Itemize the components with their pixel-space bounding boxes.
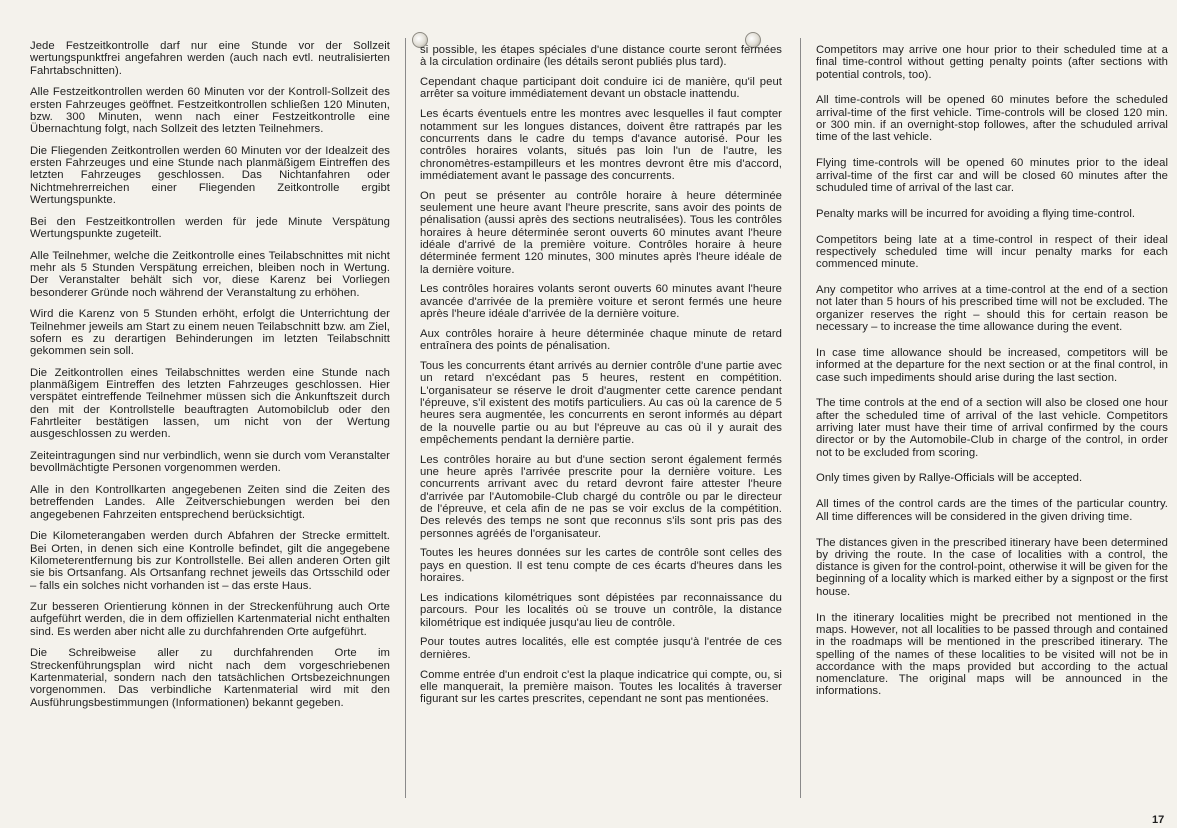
french-paragraph: Tous les concurrents étant arrivés au dernier contrôle d'une partie avec un retard n'excédant pas 5 heures, restent en compétition. L'organisateur se réserve le droit d'augmenter cette carence pendant l'épreuve, s'il existent des motifs particuliers. Au cas où la carence de 5 heures sera augmentée, les concurrents en seront informés au départ de la nouvelle partie ou au but l'épreuve au cas où il y aurait des empêchements pendant la dernière partie.: [420, 360, 782, 446]
english-paragraph: All time-controls will be opened 60 minutes before the scheduled arrival-time of the first vehicle. Time-controls will be closed 120 min. or 300 min. if an overnight-stop followes, after the schuduled arrival time of the last vehicle.: [816, 94, 1168, 144]
german-paragraph: Zeiteintragungen sind nur verbindlich, wenn sie durch vom Veranstalter bevollmächtigte Personen vorgenommen werden.: [30, 450, 390, 475]
german-paragraph: Alle in den Kontrollkarten angegebenen Zeiten sind die Zeiten des betreffenden Landes. Alle Zeitverschiebungen werden bei den angegebenen Fahrzeiten entsprechend berücksichtigt.: [30, 484, 390, 521]
english-paragraph: Flying time-controls will be opened 60 minutes prior to the ideal arrival-time of the first car and will be closed 60 minutes after the schuduled time of arrival of the last car.: [816, 157, 1168, 194]
column-divider: [405, 38, 406, 798]
french-paragraph: Pour toutes autres localités, elle est comptée jusqu'à l'entrée de ces dernières.: [420, 636, 782, 661]
german-paragraph: Alle Festzeitkontrollen werden 60 Minuten vor der Kontroll-Sollzeit des ersten Fahrzeuges geöffnet. Festzeitkontrollen schließen 120 Minuten, bzw. 300 Minuten, wenn nach einer Festzeitkontrolle eine Übernachtung folgt, nach Sollzeit des letzten Teilnehmers.: [30, 86, 390, 136]
page-number: 17: [1152, 814, 1165, 826]
german-paragraph: Wird die Karenz von 5 Stunden erhöht, erfolgt die Unterrichtung der Teilnehmer jeweils am Start zu einem neuen Teilabschnitt bzw. am Ziel, sofern es zu derartigen Behinderungen im letzten Teilabschnitt gekommen sein soll.: [30, 308, 390, 358]
english-paragraph: The time controls at the end of a section will also be closed one hour after the scheduled time of arrival of the last vehicle. Competitors arriving later must have their time of arrival confirmed by the cours director or by the Automobile-Club in charge of the control, in order not to be excluded from scoring.: [816, 397, 1168, 459]
french-paragraph: On peut se présenter au contrôle horaire à heure déterminée seulement une heure avant l'heure prescrite, sans avoir des points de pénalisation (aussi après des sections neutralisées). Tous les contrôles horaires à heure déterminée seront ouverts 60 minutes avant l'heure idéale d'arrivé de la première voiture. Contrôles horaire à heure déterminée ferment 120 minutes, 300 minutes après l'heure idéale de la dernière voiture.: [420, 189, 782, 276]
german-paragraph: Bei den Festzeitkontrollen werden für jede Minute Verspätung Wertungspunkte zugeteilt.: [30, 215, 390, 241]
french-paragraph: Les contrôles horaire au but d'une section seront également fermés une heure après l'arrivée prescrite pour la dernière voiture. Les concurrents arrivant avec du retard devront faire attester l'heure d'arrivée par l'Automobile-Club chargé du contrôle ou par le directeur de l'épreuve, et cela afin de ne pas se voir exclus de la compétition. Des relevés des temps ne sont que reconnus s'ils sont pris pas des personnes agréés de l'organisateur.: [420, 453, 782, 540]
french-paragraph: Les écarts éventuels entre les montres avec lesquelles il faut compter notamment sur les longues distances, doivent être rattrapés par les concurrents dans le cadre du temps d'avance autorisé. Pour les contrôles horaires volants, situés pas loin l'un de l'autre, les chronomètres-estampilleurs et les montres devront être mis d'accord, immédiatement avant le passage des concurrents.: [420, 108, 782, 182]
english-paragraph: In the itinerary localities might be precribed not mentioned in the maps. However, not all localities to be passed through and contained in the roadmaps will be mentioned in the prescribed itinerary. The spelling of the names of these localities to be visited will not be in accordance with the maps provided but according to the actual nomenclature. The original maps will be announced in the informations.: [816, 611, 1168, 698]
english-paragraph: Only times given by Rallye-Officials will be accepted.: [816, 472, 1083, 485]
english-paragraph: Competitors may arrive one hour prior to their scheduled time at a final time-control without getting penalty points (after sections with potential controls, too).: [816, 44, 1168, 81]
german-paragraph: Die Kilometerangaben werden durch Abfahren der Strecke ermittelt. Bei Orten, in denen sich eine Kontrolle befindet, gilt die angegebene Kilometerentfernung bis zur Kontrollstelle. Bei allen anderen Orten gilt sie bis Ortsanfang. Als Ortsanfang rechnet jeweils das Ortsschild oder – falls ein solches nicht vorhanden ist – das erste Haus.: [30, 530, 390, 592]
german-paragraph: Die Zeitkontrollen eines Teilabschnittes werden eine Stunde nach planmäßigem Eintreffen des letzten Fahrzeuges geschlossen. Hier verspätet eintreffende Teilnehmer müssen sich die Ankunftszeit durch den mit der Kontrollstelle beauftragten Automobilclub oder den Fahrtleiter bestätigen lassen, um nicht von der Wertung ausgeschlossen zu werden.: [30, 366, 390, 441]
german-paragraph: Die Schreibweise aller zu durchfahrenden Orte im Streckenführungsplan wird nicht nach dem vorgeschriebenen Kartenmaterial, sondern nach den tatsächlichen Ortsbezeichnungen vorgenommen. Das verbindliche Kartenmaterial wird mit den Ausführungsbestimmungen (Informationen) bekannt gegeben.: [30, 647, 390, 709]
german-paragraph: Zur besseren Orientierung können in der Streckenführung auch Orte aufgeführt werden, die in dem offiziellen Kartenmaterial nicht enthalten sind. Es werden aber nicht alle zu durchfahrenden Orte aufgeführt.: [30, 601, 390, 638]
french-column: [420, 44, 782, 713]
french-paragraph: Aux contrôles horaire à heure déterminée chaque minute de retard entraînera des points de pénalisation.: [420, 327, 782, 353]
english-paragraph: Competitors being late at a time-control in respect of their ideal respectively scheduled time will incur penalty marks for each commenced minute.: [816, 233, 1168, 271]
english-paragraph: Any competitor who arrives at a time-control at the end of a section not later than 5 hours of his prescribed time will not be excluded. The organizer reserves the right – should this for certain reason be necessary – to increase the time allowance during the event.: [816, 284, 1168, 334]
french-paragraph: Toutes les heures données sur les cartes de contrôle sont celles des pays en question. Il est tenu compte de ces écarts d'heures dans les horaires.: [420, 547, 782, 585]
french-paragraph: Les indications kilométriques sont dépistées par reconnaissance du parcours. Pour les localités où se trouve un contrôle, la distance kilométrique est indiquée jusqu'au lieu de contrôle.: [420, 591, 782, 629]
english-column: [816, 44, 1168, 711]
german-paragraph: Jede Festzeitkontrolle darf nur eine Stunde vor der Sollzeit wertungspunktfrei angefahren werden (auch nach evtl. neutralisierten Fahrtabschnitten).: [30, 40, 390, 77]
french-paragraph: Comme entrée d'un endroit c'est la plaque indicatrice qui compte, ou, si elle manquerait, la première maison. Toutes les localités à traverser figurant sur les cartes prescrites, cependant ne sont pas mentionées.: [420, 668, 782, 706]
column-divider: [800, 38, 801, 798]
english-paragraph: The distances given in the prescribed itinerary have been determined by driving the route. In the case of localities with a control, the distance is given for the control-point, otherwise it will be given for the beginning of a locality which is marked either by a signpost or the first house.: [816, 536, 1168, 598]
german-paragraph: Die Fliegenden Zeitkontrollen werden 60 Minuten vor der Idealzeit des ersten Fahrzeuges und eine Stunde nach planmäßigem Eintreffen des letzten Fahrzeuges geschlossen. Das Nichtanfahren oder Nichtmehrerreichen einer Fliegenden Zeitkontrolle ergibt Wertungspunkte.: [30, 144, 390, 207]
french-paragraph: si possible, les étapes spéciales d'une distance courte seront fermées à la circulation ordinaire (les détails seront publiés plus tard).: [420, 44, 782, 69]
french-paragraph: Cependant chaque participant doit conduire ici de manière, qu'il peut arrêter sa voiture immédiatement devant un obstacle inattendu.: [420, 76, 782, 101]
english-paragraph: Penalty marks will be incurred for avoiding a flying time-control.: [816, 207, 1136, 220]
german-column: [30, 40, 390, 718]
german-paragraph: Alle Teilnehmer, welche die Zeitkontrolle eines Teilabschnittes mit nicht mehr als 5 Stunden Verspätung erreichen, bleiben noch in Wertung. Der Veranstalter behält sich vor, diese Karenz bei Vorliegen besonderer Gründe noch während der Veranstaltung zu erhöhen.: [30, 249, 390, 299]
english-paragraph: All times of the control cards are the times of the particular country. All time differences will be considered in the given driving time.: [816, 498, 1168, 523]
french-paragraph: Les contrôles horaires volants seront ouverts 60 minutes avant l'heure avancée d'arrivée de la première voiture et seront fermés une heure après l'heure idéale d'arrivée de la dernière voiture.: [420, 283, 782, 321]
english-paragraph: In case time allowance should be increased, competitors will be informed at the departure for the next section or at the final control, in case such impediments should arise during the last section.: [816, 346, 1168, 384]
